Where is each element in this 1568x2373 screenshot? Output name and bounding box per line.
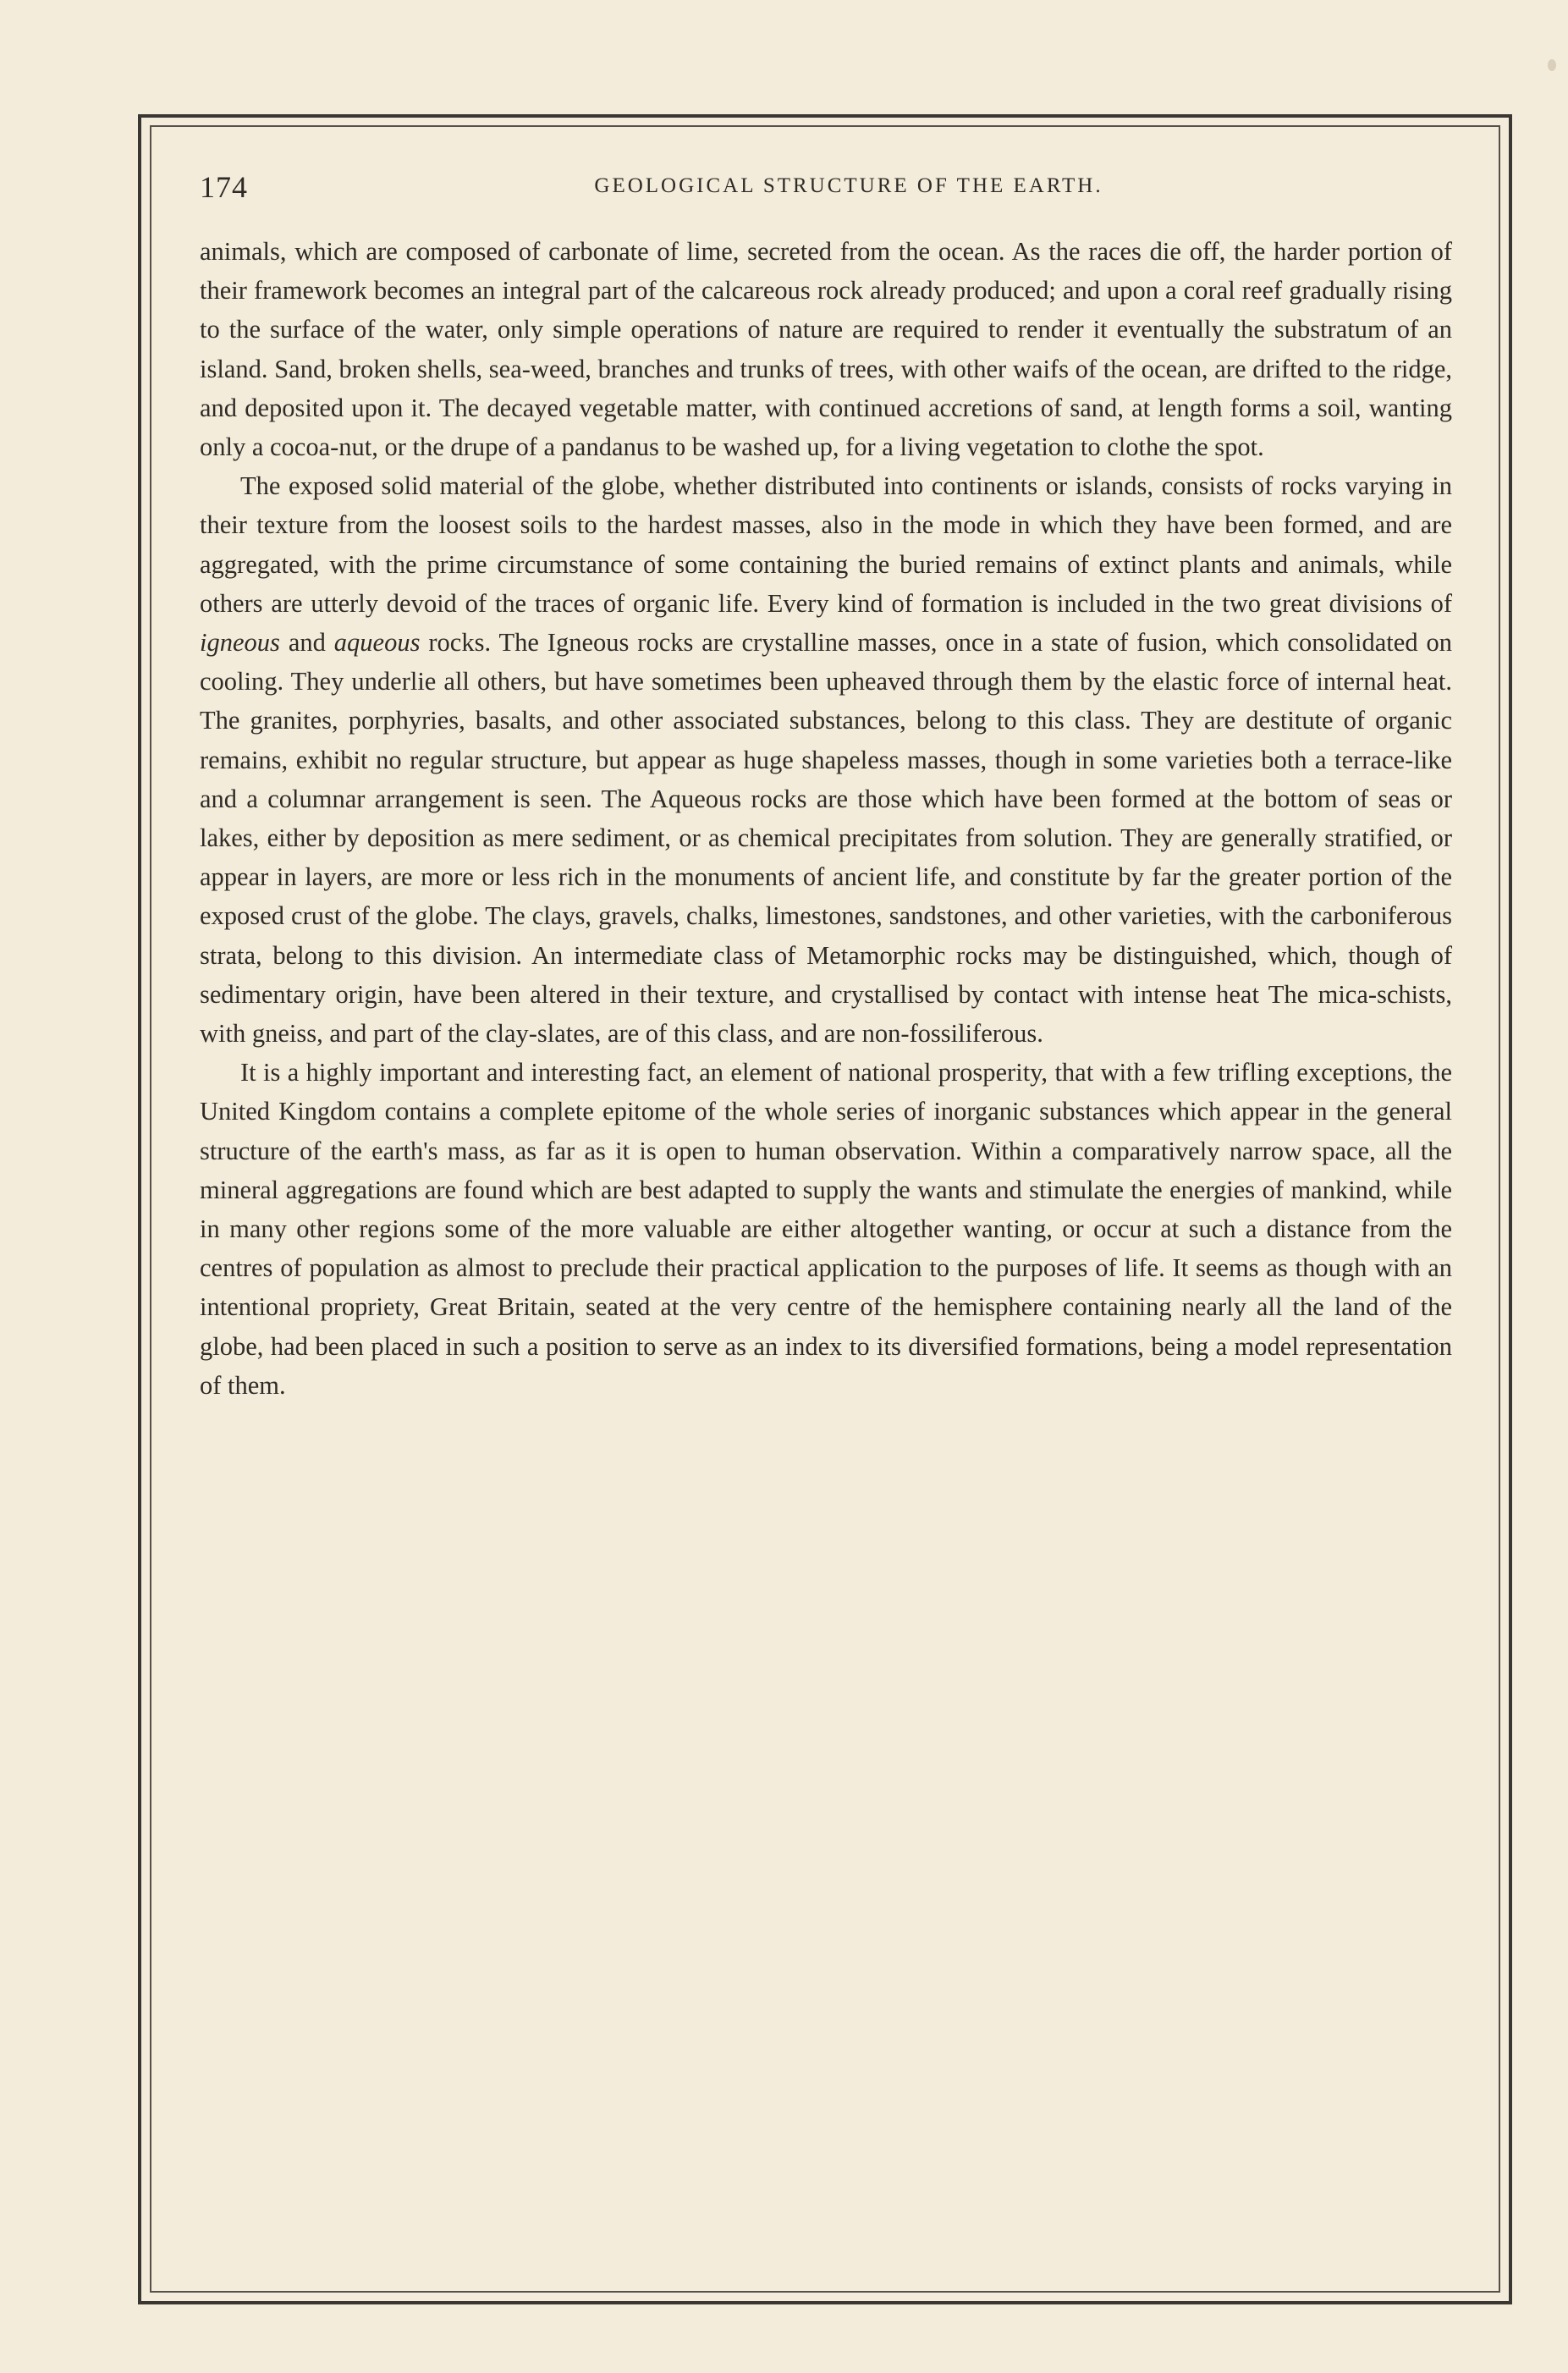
paragraph-2 [200, 466, 1452, 1053]
paragraph-1: animals, which are composed of carbonate of lime, secreted from the ocean. As the races die off, the harder portion of their framework becomes an integral part of the calcareous rock already produced; and upon a coral reef gradually rising to the surface of the water, only simple operations of nature are required to render it eventually the substratum of an island. Sand, broken shells, sea-weed, branches and trunks of trees, with other waifs of the ocean, are drifted to the ridge, and deposited upon it. The decayed vegetable matter, with continued accretions of sand, at length forms a soil, wanting only a cocoa-nut, or the drupe of a pandanus to be washed up, for a living vegetation to clothe the spot. [200, 237, 1452, 462]
term-aqueous: aqueous [333, 628, 421, 658]
paper-spot [1548, 59, 1556, 71]
paragraph-2-text-b: rocks. The Igneous rocks are crystalline masses, once in a state of fusion, which consolidated on cooling. They underlie all others, but have sometimes been upheaved through them by the elastic force of internal heat. The granites, porphyries, basalts, and other associated substances, belong to this class. They are destitute of organic remains, exhibit no regular structure, but appear as huge shapeless masses, though in some varieties both a terrace-like and a columnar arrangement is seen. The Aqueous rocks are those which have been formed at the bottom of seas or lakes, either by deposition as mere sediment, or as chemical precipitates from solution. They are generally stratified, or appear in layers, are more or less rich in the monuments of ancient life, and constitute by far the greater portion of the exposed crust of the globe. The clays, gravels, chalks, limestones, sandstones, and other varieties, with the carboniferous strata, belong to this division. An intermediate class of Metamorphic rocks may be distinguished, which, though of sedimentary origin, have been altered in their texture, and crystallised by contact with intense heat The mica-schists, with gneiss, and part of the clay-slates, are of this class, and are non-fossiliferous. [200, 628, 1452, 1049]
paragraph-2-text-a: The exposed solid material of the globe, whether distributed into continents or islands, consists of rocks varying in their texture from the loosest soils to the hardest masses, also in the mode in which they have been formed, and are aggregated, with the prime circumstance of some containing the buried remains of extinct plants and animals, while others are utterly devoid of the traces of organic life. Every kind of formation is included in the two great divisions of [200, 471, 1452, 618]
body-text [200, 232, 1452, 1405]
term-igneous: igneous [200, 628, 280, 658]
paragraph-2-and: and [279, 628, 334, 658]
paragraph-3: It is a highly important and interesting fact, an element of national prosperity, that with a few trifling exceptions, the United Kingdom contains a complete epitome of the whole series of inorganic substances which appear in the general structure of the earth's mass, as far as it is open to human observation. Within a comparatively narrow space, all the mineral aggregations are found which are best adapted to supply the wants and stimulate the energies of mankind, while in many other regions some of the more valuable are either altogether wanting, or occur at such a distance from the centres of population as almost to preclude their practical application to the purposes of life. It seems as though with an intentional propriety, Great Britain, seated at the very centre of the hemisphere containing nearly all the land of the globe, had been placed in such a position to serve as an index to its diversified formations, being a model representation of them. [200, 1058, 1452, 1400]
running-title: GEOLOGICAL STRUCTURE OF THE EARTH. [594, 174, 1103, 197]
page-number: 174 [200, 170, 248, 204]
running-head [200, 169, 1464, 212]
